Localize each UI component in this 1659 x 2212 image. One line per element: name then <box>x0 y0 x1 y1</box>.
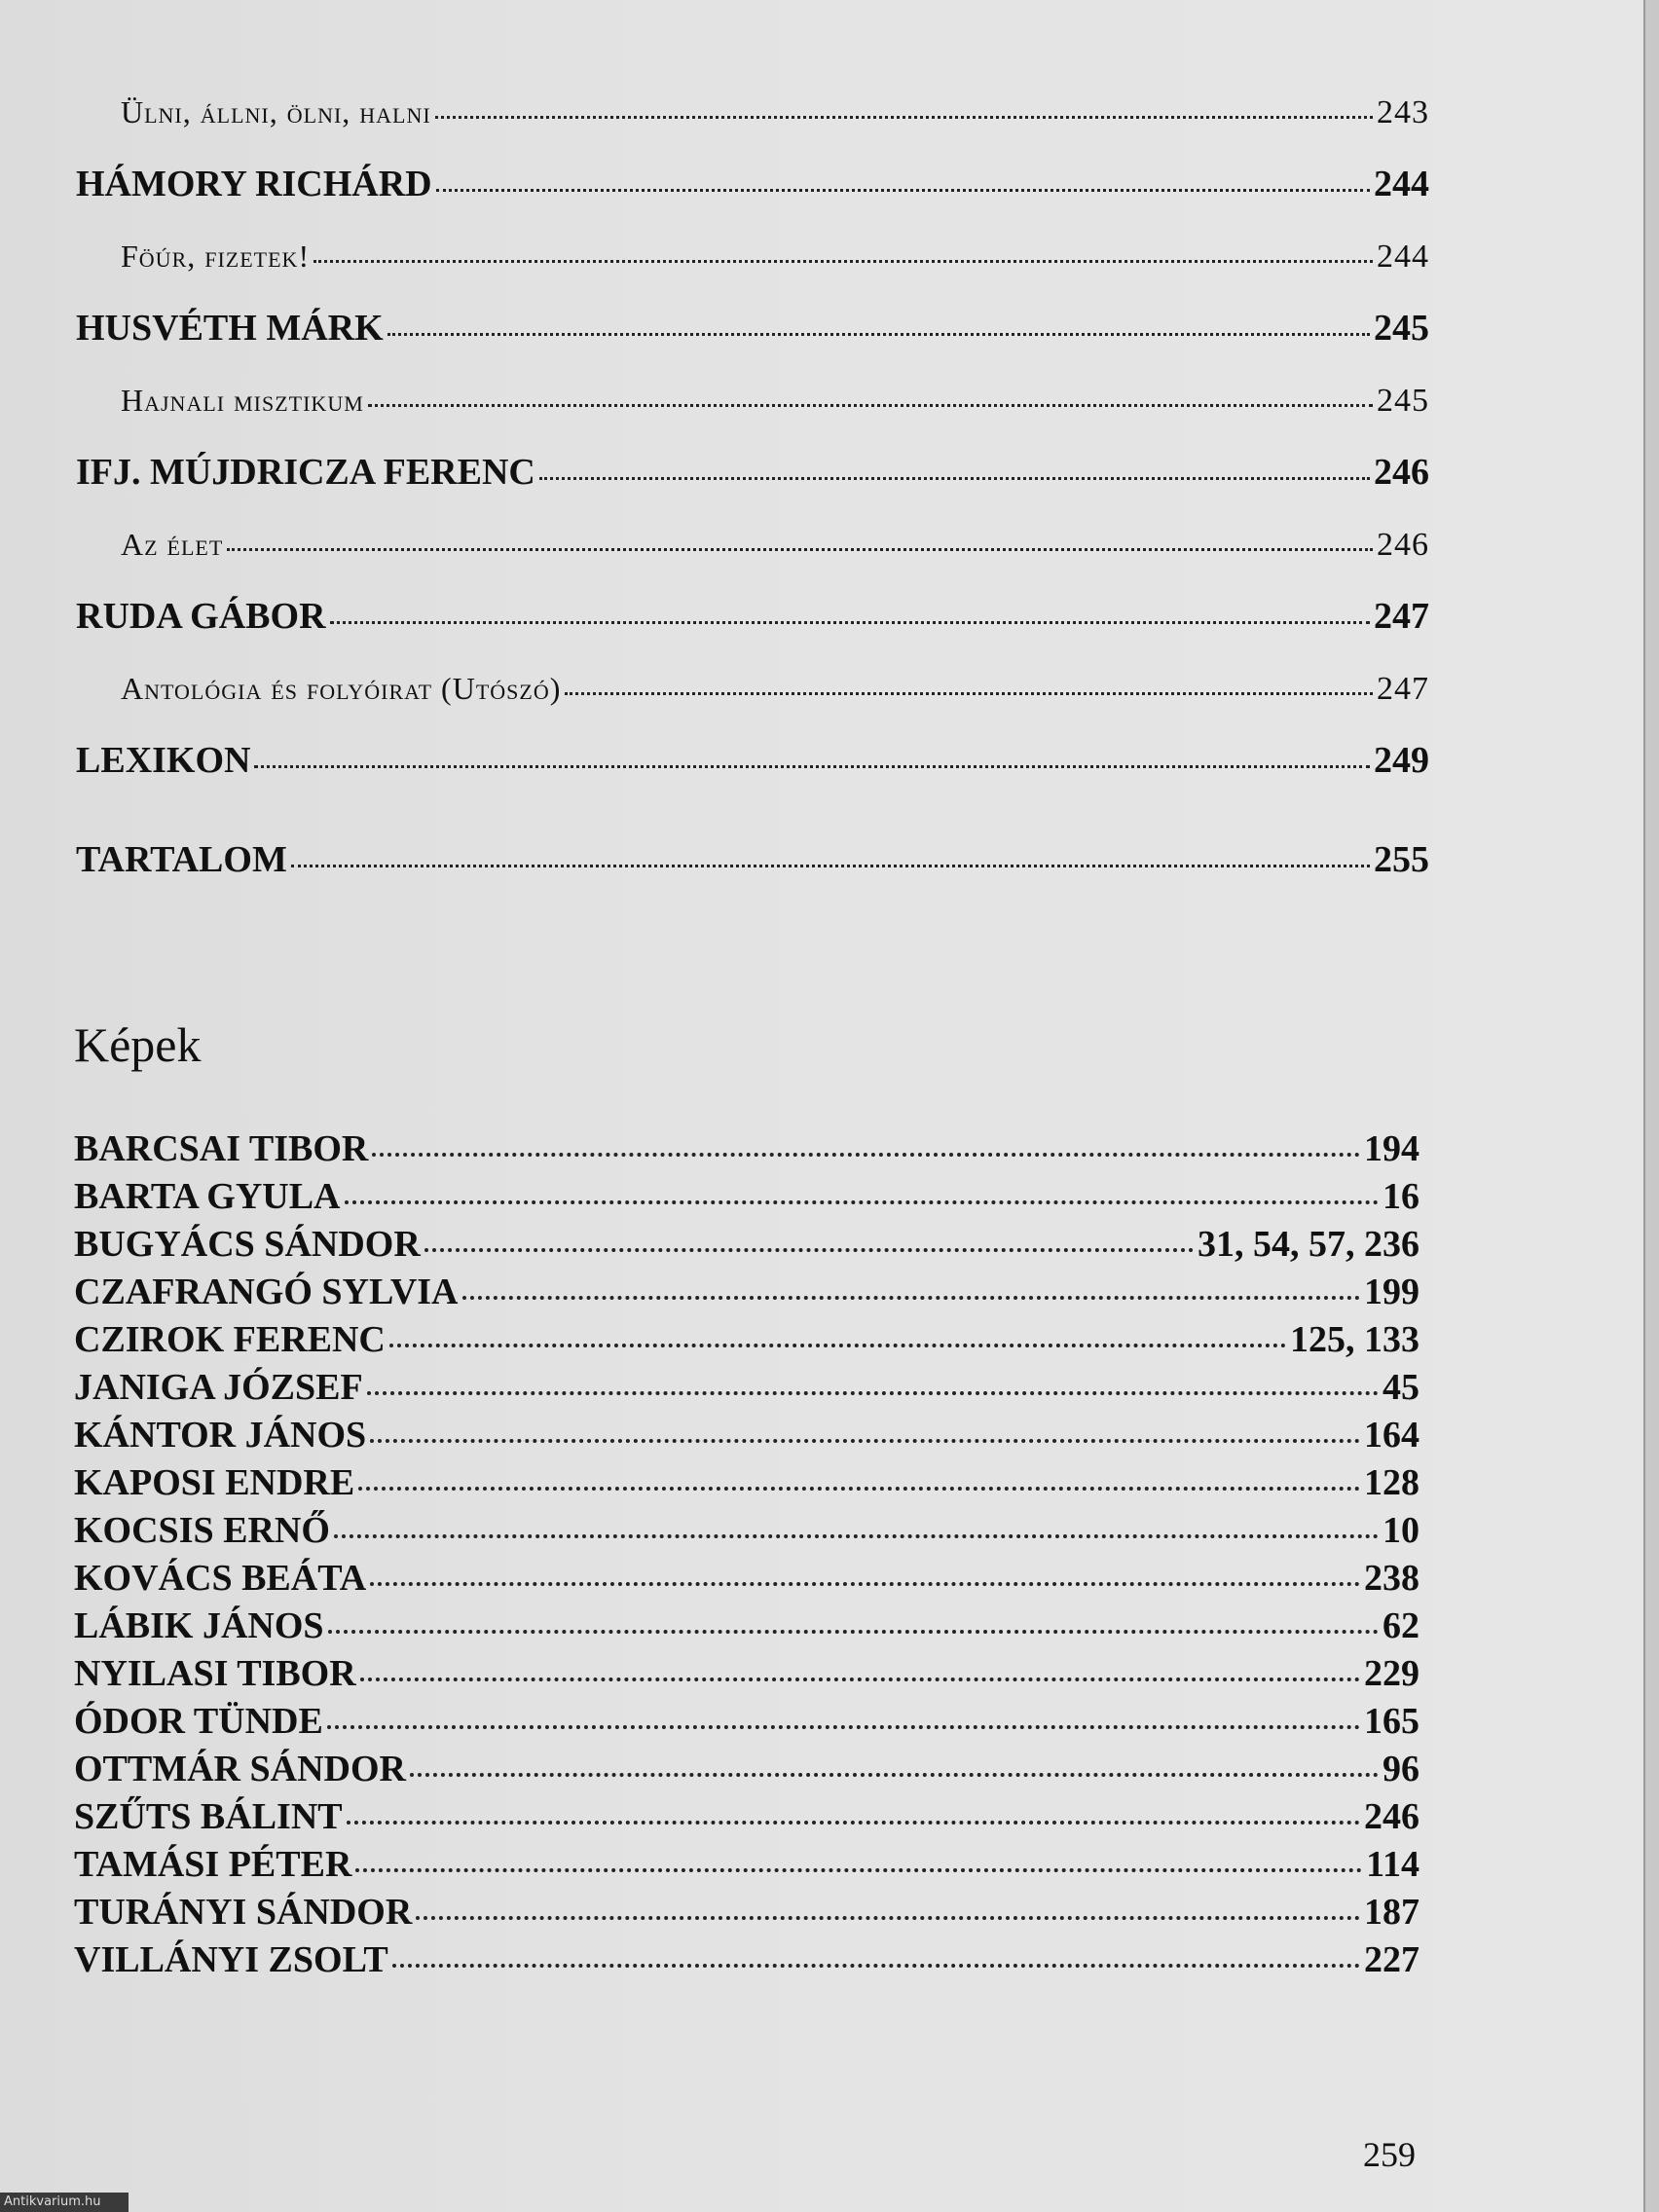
picture-entry-pages: 194 <box>1364 1128 1419 1169</box>
page-edge <box>1643 0 1659 2212</box>
picture-entry-name: TAMÁSI PÉTER <box>74 1844 352 1885</box>
dot-leader <box>328 1629 1379 1634</box>
toc-entry-page: 246 <box>1374 452 1429 493</box>
dot-leader <box>227 547 1373 551</box>
dot-leader <box>360 1677 1360 1681</box>
toc-author-entry <box>76 724 1429 796</box>
dot-leader <box>387 332 1370 336</box>
picture-entry <box>74 1125 1419 1173</box>
picture-entry-name: BUGYÁCS SÁNDOR <box>74 1224 421 1265</box>
picture-entry <box>74 1793 1419 1841</box>
toc-entry-title: Föúr, fizetek! <box>121 239 311 274</box>
picture-entry-pages: 31, 54, 57, 236 <box>1198 1224 1419 1265</box>
picture-entry <box>74 1841 1419 1889</box>
picture-entry-name: BARTA GYULA <box>74 1176 341 1217</box>
dot-leader <box>462 1295 1361 1300</box>
picture-entry-pages: 199 <box>1364 1272 1419 1312</box>
picture-entry <box>74 1269 1419 1316</box>
toc-entry-title: Hajnali misztikum <box>121 383 364 418</box>
picture-entry <box>74 1555 1419 1603</box>
pictures-heading: Képek <box>74 1017 202 1072</box>
toc-entry-title: TARTALOM <box>76 839 287 880</box>
toc-entry-title: Az élet <box>121 527 224 562</box>
toc-entry-page: 244 <box>1374 164 1429 204</box>
toc-spacer <box>76 796 1429 824</box>
toc-author-entry <box>76 148 1429 220</box>
toc-entry-title: HÁMORY RICHÁRD <box>76 164 432 204</box>
toc-entry-title: LEXIKON <box>76 740 251 781</box>
dot-leader <box>539 476 1370 480</box>
dot-leader <box>370 1438 1360 1443</box>
picture-entry-name: ÓDOR TÜNDE <box>74 1701 323 1742</box>
picture-entry-pages: 16 <box>1382 1176 1419 1217</box>
dot-leader <box>355 1867 1362 1872</box>
toc-author-entry <box>76 436 1429 508</box>
picture-entry <box>74 1459 1419 1507</box>
picture-entry <box>74 1221 1419 1269</box>
dot-leader <box>370 1581 1360 1586</box>
dot-leader <box>565 691 1373 695</box>
picture-entry-name: OTTMÁR SÁNDOR <box>74 1749 406 1789</box>
toc-author-entry <box>76 580 1429 652</box>
picture-entry-pages: 164 <box>1364 1415 1419 1456</box>
picture-entry-pages: 238 <box>1364 1558 1419 1599</box>
page-number: 259 <box>1363 2135 1416 2174</box>
dot-leader <box>334 1533 1379 1538</box>
toc-entry-title: HUSVÉTH MÁRK <box>76 308 384 349</box>
dot-leader <box>436 188 1370 192</box>
toc-entry-page: 246 <box>1377 527 1429 563</box>
picture-entry-name: CZAFRANGÓ SYLVIA <box>74 1272 459 1312</box>
toc-entry-title: RUDA GÁBOR <box>76 596 326 637</box>
picture-entry-name: SZŰTS BÁLINT <box>74 1796 343 1837</box>
toc-entry-title: Ülni, állni, ölni, halni <box>121 94 431 129</box>
toc-entry-title: IFJ. MÚJDRICZA FERENC <box>76 452 535 493</box>
picture-entry-name: LÁBIK JÁNOS <box>74 1605 324 1646</box>
picture-entry-pages: 187 <box>1364 1892 1419 1933</box>
toc-entry-page: 245 <box>1374 308 1429 349</box>
toc-entry-title: Antológia és folyóirat (Utószó) <box>121 671 562 706</box>
picture-entry-name: CZIROK FERENC <box>74 1319 386 1360</box>
table-of-contents <box>76 76 1429 896</box>
toc-author-entry <box>76 292 1429 364</box>
toc-entry-page: 244 <box>1377 239 1429 275</box>
picture-entry-name: VILLÁNYI ZSOLT <box>74 1939 388 1980</box>
picture-entry <box>74 1650 1419 1698</box>
dot-leader <box>367 1390 1379 1395</box>
picture-entry-pages: 114 <box>1366 1844 1419 1885</box>
toc-entry-page: 255 <box>1374 839 1429 880</box>
picture-entry-pages: 125, 133 <box>1290 1319 1419 1360</box>
picture-entry <box>74 1746 1419 1793</box>
dot-leader <box>313 259 1373 263</box>
picture-entry <box>74 1507 1419 1555</box>
toc-work-entry <box>76 76 1429 148</box>
picture-entry <box>74 1364 1419 1412</box>
dot-leader <box>435 115 1373 119</box>
picture-entry-pages: 229 <box>1364 1653 1419 1694</box>
dot-leader <box>330 620 1370 624</box>
pictures-index <box>74 1125 1419 1984</box>
dot-leader <box>254 764 1370 768</box>
picture-entry <box>74 1173 1419 1221</box>
picture-entry <box>74 1889 1419 1936</box>
dot-leader <box>372 1152 1360 1157</box>
toc-entry-page: 249 <box>1374 740 1429 781</box>
picture-entry-pages: 96 <box>1382 1749 1419 1789</box>
picture-entry-name: KOCSIS ERNŐ <box>74 1510 330 1551</box>
picture-entry-name: BARCSAI TIBOR <box>74 1128 369 1169</box>
toc-work-entry <box>76 220 1429 292</box>
dot-leader <box>291 864 1370 867</box>
toc-entry-page: 247 <box>1377 671 1429 707</box>
picture-entry-name: KAPOSI ENDRE <box>74 1462 355 1503</box>
picture-entry <box>74 1698 1419 1746</box>
dot-leader <box>410 1772 1379 1777</box>
watermark: Antikvarium.hu <box>0 2193 129 2212</box>
dot-leader <box>347 1820 1360 1825</box>
picture-entry <box>74 1936 1419 1984</box>
dot-leader <box>424 1247 1194 1252</box>
picture-entry <box>74 1603 1419 1650</box>
toc-work-entry <box>76 364 1429 436</box>
toc-entry-page: 247 <box>1374 596 1429 637</box>
picture-entry <box>74 1316 1419 1364</box>
dot-leader <box>345 1199 1380 1204</box>
toc-entry-page: 245 <box>1377 383 1429 419</box>
picture-entry-name: JANIGA JÓZSEF <box>74 1367 363 1408</box>
toc-work-entry <box>76 652 1429 724</box>
dot-leader <box>389 1343 1286 1347</box>
picture-entry-pages: 62 <box>1382 1605 1419 1646</box>
picture-entry-pages: 10 <box>1382 1510 1419 1551</box>
picture-entry-name: NYILASI TIBOR <box>74 1653 356 1694</box>
toc-entry-page: 243 <box>1377 94 1429 130</box>
dot-leader <box>358 1486 1360 1491</box>
toc-work-entry <box>76 508 1429 580</box>
toc-author-entry <box>76 824 1429 896</box>
picture-entry-pages: 227 <box>1364 1939 1419 1980</box>
picture-entry-name: TURÁNYI SÁNDOR <box>74 1892 413 1933</box>
picture-entry <box>74 1412 1419 1459</box>
picture-entry-pages: 128 <box>1364 1462 1419 1503</box>
picture-entry-pages: 165 <box>1364 1701 1419 1742</box>
dot-leader <box>392 1963 1360 1968</box>
picture-entry-name: KOVÁCS BEÁTA <box>74 1558 367 1599</box>
dot-leader <box>368 403 1373 407</box>
picture-entry-pages: 45 <box>1382 1367 1419 1408</box>
picture-entry-name: KÁNTOR JÁNOS <box>74 1415 367 1456</box>
dot-leader <box>327 1724 1360 1729</box>
dot-leader <box>416 1915 1360 1920</box>
picture-entry-pages: 246 <box>1364 1796 1419 1837</box>
